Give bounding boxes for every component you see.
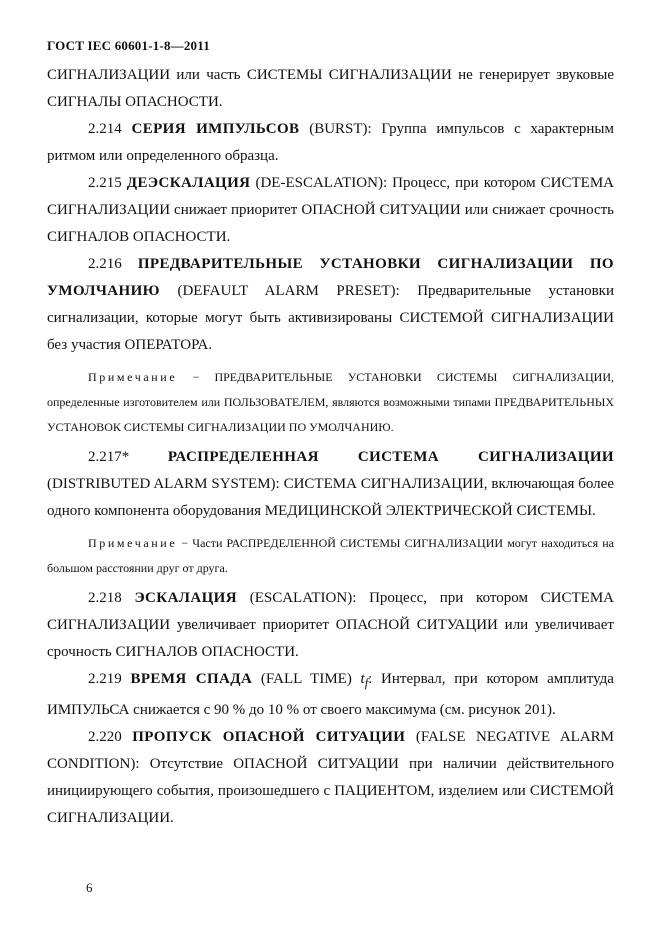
symbol: t — [360, 671, 365, 687]
term: ВРЕМЯ СПАДА — [130, 671, 253, 687]
continued-paragraph: СИГНАЛИЗАЦИИ или часть СИСТЕМЫ СИГНАЛИЗАЦИИ не генерирует звуковые СИГНАЛЫ ОПАСНОСТИ. — [47, 67, 614, 110]
page-number: 6 — [86, 880, 93, 895]
definition-2-217 — [47, 444, 614, 525]
term: СЕРИЯ ИМПУЛЬСОВ — [131, 121, 300, 137]
note-2-216 — [47, 365, 614, 440]
standard-header: ГОСТ IEC 60601-1-8—2011 — [47, 38, 210, 53]
clause-number: 2.220 — [88, 729, 122, 745]
definition-text: (ESCALATION): Процесс, при котором СИСТЕМА СИГНАЛИЗАЦИИ увеличивает приоритет ОПАСНОЙ СИТУАЦИИ или увеличивает срочность СИГНАЛОВ ОПАСНОСТИ. — [47, 590, 615, 660]
definition-text: : Интервал, при котором амплитуда ИМПУЛЬСА снижается с 90 % до 10 % от своего максимума (см. рисунок 201). — [47, 671, 614, 718]
note-text: − ПРЕДВАРИТЕЛЬНЫЕ УСТАНОВКИ СИСТЕМЫ СИГНАЛИЗАЦИИ, определенные изготовителем или ПОЛЬЗОВАТЕЛЕМ, являются возможными типами ПРЕДВАРИТЕЛЬНЫХ УСТАНОВОК СИСТЕМЫ СИГНАЛИЗАЦИИ ПО УМОЛЧАНИЮ. — [47, 370, 614, 434]
note-label: Примечание — [88, 370, 178, 384]
definition-2-220 — [47, 724, 614, 832]
definition-2-219 — [47, 666, 614, 724]
note-label: Примечание — [88, 536, 178, 550]
term: ЭСКАЛАЦИЯ — [134, 590, 237, 606]
definition-prefix: (FALL TIME) — [252, 671, 361, 687]
definition-text: (DEFAULT ALARM PRESET): Предварительные установки сигнализации, которые могут быть активизированы СИСТЕМОЙ СИГНАЛИЗАЦИИ без участия ОПЕРАТОРА. — [47, 283, 614, 353]
definition-text: (BURST): Группа импульсов с характерным ритмом или определенного образца. — [47, 121, 614, 164]
clause-number: 2.217* — [88, 449, 130, 465]
clause-number: 2.214 — [88, 121, 122, 137]
definition-2-214 — [47, 116, 614, 170]
definition-text: (FALSE NEGATIVE ALARM CONDITION): Отсутствие ОПАСНОЙ СИТУАЦИИ при наличии действительного инициирующего события, произошедшего с ПАЦИЕНТОМ, изделием или СИСТЕМОЙ СИГНАЛИЗАЦИИ. — [47, 729, 615, 826]
clause-number: 2.218 — [88, 590, 122, 606]
clause-number: 2.219 — [88, 671, 122, 687]
note-2-217 — [47, 531, 614, 581]
term: РАСПРЕДЕЛЕННАЯ СИСТЕМА СИГНАЛИЗАЦИИ — [167, 449, 614, 465]
definition-text: (DE-ESCALATION): Процесс, при котором СИСТЕМА СИГНАЛИЗАЦИИ снижает приоритет ОПАСНОЙ СИТУАЦИИ или снижает срочность СИГНАЛОВ ОПАСНОСТИ. — [47, 175, 615, 245]
clause-number: 2.216 — [88, 256, 122, 272]
term: ПРОПУСК ОПАСНОЙ СИТУАЦИИ — [132, 729, 406, 745]
definition-2-216 — [47, 251, 614, 359]
definition-2-215 — [47, 170, 614, 251]
term: ПРЕДВАРИТЕЛЬНЫЕ УСТАНОВКИ СИГНАЛИЗАЦИИ ПО УМОЛЧАНИЮ — [47, 256, 614, 299]
document-body — [47, 62, 614, 832]
note-text: − Части РАСПРЕДЕЛЕННОЙ СИСТЕМЫ СИГНАЛИЗАЦИИ могут находиться на большом расстоянии друг от друга. — [47, 536, 614, 575]
symbol-subscript: f — [364, 676, 369, 690]
definition-2-218 — [47, 585, 614, 666]
definition-text: (DISTRIBUTED ALARM SYSTEM): СИСТЕМА СИГНАЛИЗАЦИИ, включающая более одного компонента оборудования МЕДИЦИНСКОЙ ЭЛЕКТРИЧЕСКОЙ СИСТЕМЫ. — [47, 476, 614, 519]
clause-number: 2.215 — [88, 175, 122, 191]
term: ДЕЭСКАЛАЦИЯ — [126, 175, 251, 191]
